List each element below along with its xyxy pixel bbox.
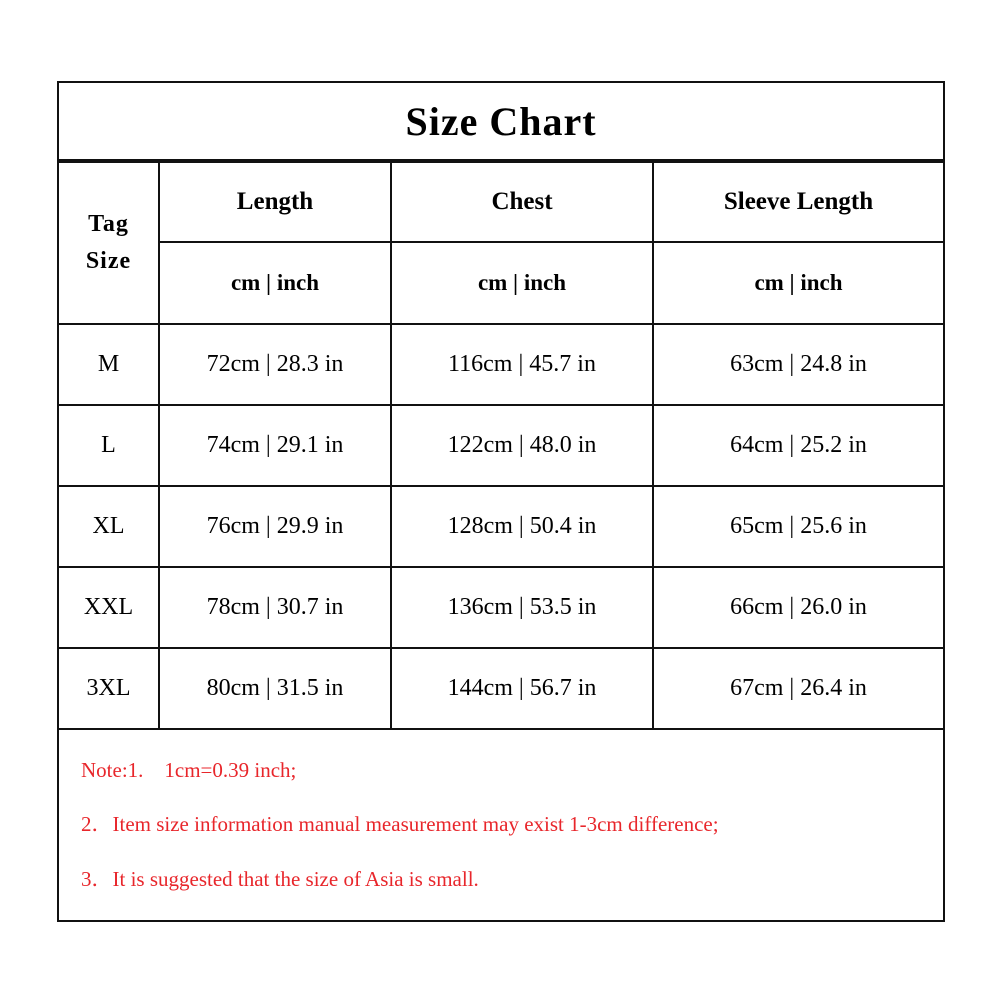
row-sleeve-value: 67cm | 26.4 in: [653, 648, 943, 729]
row-sleeve-value: 66cm | 26.0 in: [653, 567, 943, 648]
notes-section: [59, 730, 943, 893]
column-header-sleeve-length: Sleeve Length: [653, 162, 943, 242]
column-unit-chest: cm | inch: [391, 242, 653, 324]
note-line-1: Note:1. 1cm=0.39 inch;: [81, 758, 297, 782]
row-chest-value: 116cm | 45.7 in: [391, 324, 653, 405]
size-chart-frame: [57, 81, 945, 922]
row-chest-value: 144cm | 56.7 in: [391, 648, 653, 729]
row-size-label: 3XL: [59, 648, 159, 729]
column-unit-sleeve-length: cm | inch: [653, 242, 943, 324]
row-length-value: 72cm | 28.3 in: [159, 324, 391, 405]
note-line-2: 2．Item size information manual measurement may exist 1-3cm difference;: [81, 812, 719, 837]
row-size-label: XXL: [59, 567, 159, 648]
table-row: [59, 648, 943, 729]
size-chart-table: [59, 161, 943, 730]
column-header-chest: Chest: [391, 162, 653, 242]
column-unit-length: cm | inch: [159, 242, 391, 324]
row-sleeve-value: 63cm | 24.8 in: [653, 324, 943, 405]
row-size-label: M: [59, 324, 159, 405]
row-size-label: L: [59, 405, 159, 486]
row-length-value: 76cm | 29.9 in: [159, 486, 391, 567]
row-length-value: 78cm | 30.7 in: [159, 567, 391, 648]
tag-size-header: [59, 162, 159, 324]
table-row: [59, 405, 943, 486]
table-header-row-main: [59, 162, 943, 242]
row-sleeve-value: 64cm | 25.2 in: [653, 405, 943, 486]
table-row: [59, 324, 943, 405]
row-chest-value: 122cm | 48.0 in: [391, 405, 653, 486]
tag-size-header-line1: Tag: [88, 210, 129, 237]
note-line-3: 3．It is suggested that the size of Asia is small.: [81, 866, 479, 891]
row-chest-value: 136cm | 53.5 in: [391, 567, 653, 648]
tag-size-header-line2: Size: [85, 248, 132, 274]
table-header-row-units: [59, 242, 943, 324]
table-row: [59, 486, 943, 567]
table-row: [59, 567, 943, 648]
row-length-value: 80cm | 31.5 in: [159, 648, 391, 729]
page-title: Size Chart: [59, 83, 943, 161]
row-sleeve-value: 65cm | 25.6 in: [653, 486, 943, 567]
row-length-value: 74cm | 29.1 in: [159, 405, 391, 486]
column-header-length: Length: [159, 162, 391, 242]
row-chest-value: 128cm | 50.4 in: [391, 486, 653, 567]
row-size-label: XL: [59, 486, 159, 567]
